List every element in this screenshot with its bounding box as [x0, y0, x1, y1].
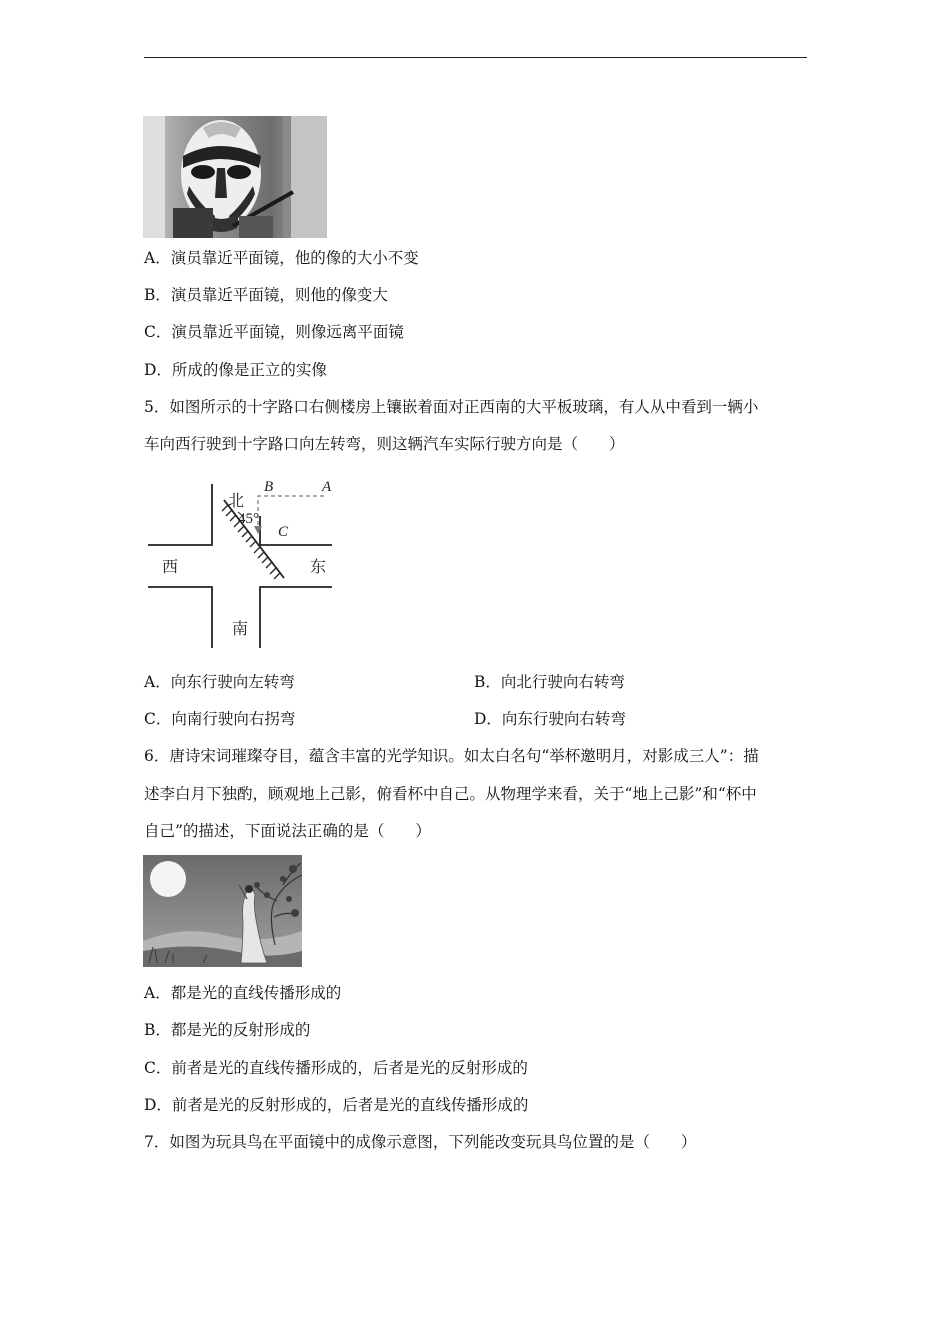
q5-option-c: C．向南行驶向右拐弯 — [144, 710, 296, 728]
diagram-north-label: 北 — [228, 491, 245, 510]
diagram-west-label: 西 — [162, 557, 179, 576]
q6-option-c: C．前者是光的直线传播形成的，后者是光的反射形成的 — [144, 1059, 528, 1077]
diagram-east-label: 东 — [310, 557, 327, 576]
q6-stem-line1: 6．唐诗宋词璀璨夺目，蕴含丰富的光学知识。如太白名句“举杯邀明月，对影成三人”：描 — [144, 747, 759, 765]
q5-option-b: B．向北行驶向右转弯 — [474, 673, 625, 691]
intersection-diagram — [144, 472, 344, 652]
q5-stem-line2: 车向西行驶到十字路口向左转弯，则这辆汽车实际行驶方向是（ ） — [144, 435, 625, 453]
q6-option-b: B．都是光的反射形成的 — [144, 1021, 311, 1039]
q5-option-a: A．向东行驶向左转弯 — [144, 673, 295, 691]
header-rule — [144, 57, 807, 58]
q4-option-a: A．演员靠近平面镜，他的像的大小不变 — [144, 249, 419, 267]
q6-stem-line3: 自己”的描述，下面说法正确的是（ ） — [144, 822, 431, 840]
q4-option-d: D．所成的像是正立的实像 — [144, 361, 327, 379]
diagram-point-b: B — [264, 479, 274, 495]
q5-stem-line1: 5．如图所示的十字路口右侧楼房上镶嵌着面对正西南的大平板玻璃，有人从中看到一辆小 — [144, 398, 759, 416]
poet-moon-picture — [143, 855, 302, 967]
diagram-angle-label: 45° — [238, 511, 259, 527]
diagram-point-a: A — [322, 479, 332, 495]
q6-option-a: A．都是光的直线传播形成的 — [144, 984, 342, 1002]
q7-stem-line1: 7．如图为玩具鸟在平面镜中的成像示意图，下列能改变玩具鸟位置的是（ ） — [144, 1133, 697, 1151]
diagram-point-c: C — [278, 524, 289, 540]
diagram-south-label: 南 — [232, 619, 249, 638]
q4-option-c: C．演员靠近平面镜，则像远离平面镜 — [144, 323, 404, 341]
q6-stem-line2: 述李白月下独酌，顾观地上己影，俯看杯中自己。从物理学来看，关于“地上己影”和“杯中 — [144, 785, 757, 803]
q6-option-d: D．前者是光的反射形成的，后者是光的直线传播形成的 — [144, 1096, 529, 1114]
q4-option-b: B．演员靠近平面镜，则他的像变大 — [144, 286, 388, 304]
q5-option-d: D．向东行驶向右转弯 — [474, 710, 626, 728]
actor-mirror-photo — [143, 116, 327, 238]
